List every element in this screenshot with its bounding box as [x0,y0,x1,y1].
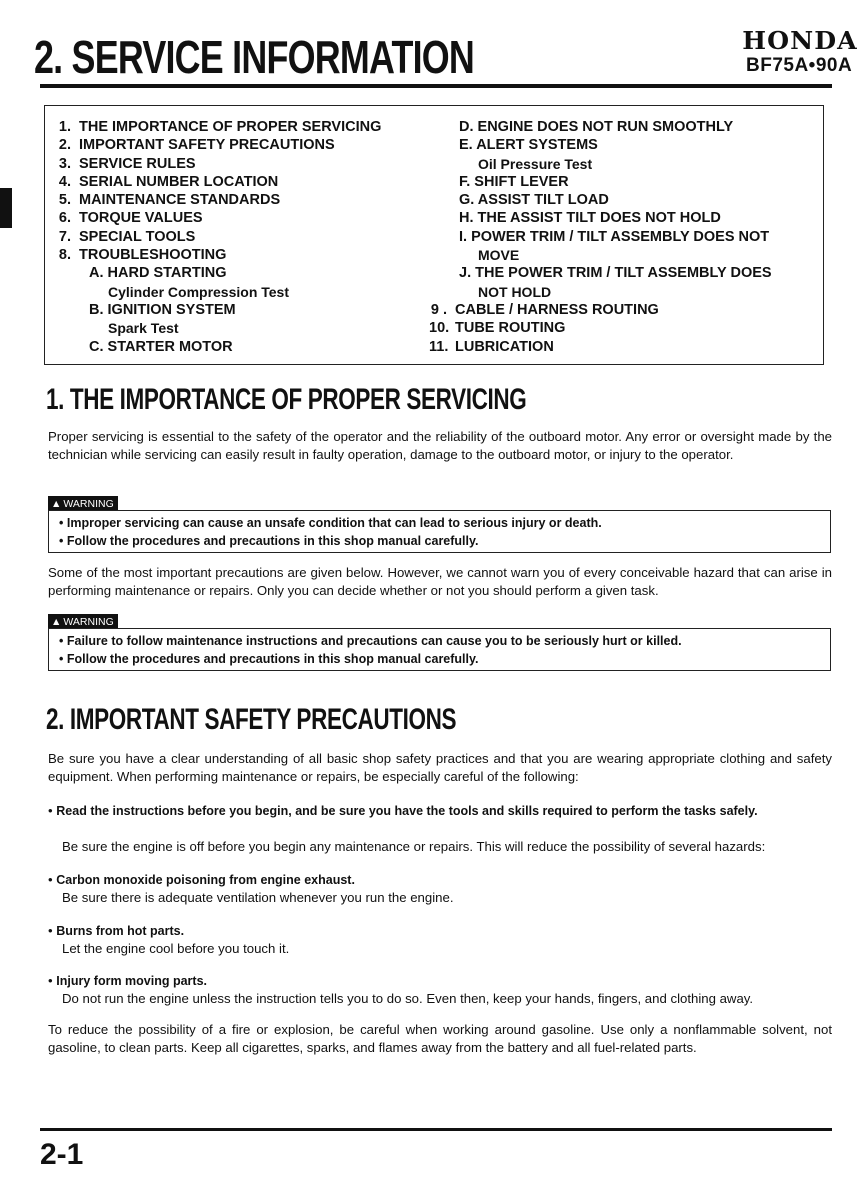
bullet-title: Carbon monoxide poisoning from engine exhaust. [56,873,355,887]
toc-item-label: TORQUE VALUES [79,210,203,227]
toc-item-number [429,155,459,173]
toc-item [429,191,772,209]
toc-item [429,264,772,282]
toc-item [53,338,381,356]
brand-logo: HONDA [742,26,858,55]
toc-item [53,246,381,264]
toc-item-label: Spark Test [108,320,179,337]
bullet-title: Injury form moving parts. [56,974,207,988]
toc-item-label: NOT HOLD [478,283,552,300]
table-of-contents [44,105,824,365]
toc-item-label: I. POWER TRIM / TILT ASSEMBLY DOES NOT [459,228,770,245]
toc-item-label: MAINTENANCE STANDARDS [79,192,281,209]
paragraph: To reduce the possibility of a fire or explosion, be careful when working around gasoline. Use only a nonflammable solvent, not gasoline, to clean parts. Keep all cigarettes, sparks, and flames away from the battery and all fuel-related parts. [48,1022,832,1055]
toc-item [429,155,772,173]
warning-text: WARNING [63,498,114,510]
toc-item-number: 8. [58,247,71,264]
toc-item-number [53,301,89,319]
paragraph: Proper servicing is essential to the safety of the operator and the reliability of the outboard motor. Any error or oversight made by the technician while servicing can easily result in faulty operation, damage to the outboard motor, or injury to the operator. [48,429,832,462]
warning-item: • Follow the procedures and precautions in this shop manual carefully. [59,652,479,666]
toc-item [53,264,381,282]
toc-item [429,301,772,319]
toc-item-number [429,228,459,246]
toc-item-label: F. SHIFT LEVER [459,173,569,190]
toc-item [429,118,772,136]
toc-item-label: H. THE ASSIST TILT DOES NOT HOLD [459,210,721,227]
toc-item-number [429,283,459,301]
toc-item-label: SERIAL NUMBER LOCATION [79,173,279,190]
bullet-text: Let the engine cool before you touch it. [62,941,290,956]
model-label: BF75A•90A [746,55,853,76]
bullet-title: Burns from hot parts. [56,924,185,938]
warning-item-text: Improper servicing can cause an unsafe condition that can lead to serious injury or death. [66,516,602,530]
toc-item-label: E. ALERT SYSTEMS [459,137,598,154]
section-heading: 2. IMPORTANT SAFETY PRECAUTIONS [46,703,457,736]
warning-box [48,628,831,671]
warning-box [48,510,831,553]
toc-item [53,319,381,337]
toc-item-number [429,191,459,209]
warning-item: • Improper servicing can cause an unsafe condition that can lead to serious injury or death. [59,516,602,530]
toc-item-number: 5. [58,192,71,209]
paragraph: Some of the most important precautions are given below. However, we cannot warn you of every conceivable hazard that can arise in performing maintenance or repairs. Only you can decide whether or not you should perform a given task. [48,565,832,598]
toc-item [53,118,381,136]
header-rule [40,84,832,88]
warning-item-text: Follow the procedures and precautions in this shop manual carefully. [66,534,479,548]
toc-item-number [429,209,459,227]
toc-item-number [429,173,459,191]
toc-item-number: 7. [58,228,71,245]
toc-item-number [53,319,89,337]
toc-item [429,136,772,154]
toc-item [429,209,772,227]
toc-item-label: THE IMPORTANCE OF PROPER SERVICING [79,119,382,135]
toc-right-column [429,118,772,356]
toc-item-label: IMPORTANT SAFETY PRECAUTIONS [79,137,335,154]
bullet-item: • Burns from hot parts. Let the engine cool before you touch it. [48,922,832,957]
toc-item-label: CABLE / HARNESS ROUTING [455,301,659,318]
toc-item-label: TUBE ROUTING [455,320,566,337]
toc-item-label: Cylinder Compression Test [108,283,290,300]
toc-item [53,191,381,209]
toc-item-number [429,264,459,282]
warning-item: • Failure to follow maintenance instructions and precautions can cause you to be seriously hurt or killed. [59,634,682,648]
warning-triangle-icon: ▲ [51,616,62,628]
toc-item-label: SERVICE RULES [79,155,196,172]
warning-label [48,496,118,511]
toc-item-number [53,283,89,301]
toc-item-number [429,118,459,136]
toc-item-label: TROUBLESHOOTING [79,247,227,264]
warning-text: WARNING [63,616,114,628]
section-tab-marker [0,188,12,228]
page-number: 2-1 [40,1138,84,1171]
toc-item-number: 2. [58,137,71,154]
toc-item [53,228,381,246]
toc-item [53,301,381,319]
toc-item-number [429,246,459,264]
bullet-item: • Read the instructions before you begin, and be sure you have the tools and skills required to perform the tasks safely. Be sure the engine is off before you begin any maintenance or repairs. This will reduce the possibility of several hazards: [48,802,832,855]
paragraph: Be sure you have a clear understanding of all basic shop safety practices and that you are wearing appropriate clothing and safety equipment. When performing maintenance or repairs, be especially careful of the following: [48,751,832,784]
toc-item [429,173,772,191]
toc-item-label: C. STARTER MOTOR [89,338,233,355]
toc-item-label: G. ASSIST TILT LOAD [459,192,609,209]
toc-item [429,246,772,264]
toc-item-label: D. ENGINE DOES NOT RUN SMOOTHLY [459,119,734,135]
toc-item-number: 1. [58,119,71,135]
bullet-text: Be sure the engine is off before you begin any maintenance or repairs. This will reduce the possibility of several hazards: [62,839,766,854]
toc-item-number: 11. [429,338,449,355]
warning-item: • Follow the procedures and precautions in this shop manual carefully. [59,534,479,548]
toc-item-label: LUBRICATION [455,338,554,355]
footer-rule [40,1128,832,1131]
toc-item-label: Oil Pressure Test [478,155,593,172]
toc-item [429,319,772,337]
page-title: 2. SERVICE INFORMATION [34,31,475,83]
toc-item-label: A. HARD STARTING [89,265,227,282]
toc-left-column [53,118,381,356]
warning-item-text: Follow the procedures and precautions in this shop manual carefully. [66,652,479,666]
bullet-item: • Injury form moving parts. Do not run the engine unless the instruction tells you to do so. Even then, keep your hands, fingers, and clothing away. [48,972,832,1007]
toc-item-number: 9 . [430,301,447,318]
toc-item [53,283,381,301]
toc-item-number: 4. [58,173,71,190]
toc-item [429,283,772,301]
bullet-item: • Carbon monoxide poisoning from engine exhaust. Be sure there is adequate ventilation whenever you run the engine. [48,871,832,906]
toc-item [53,173,381,191]
warning-triangle-icon: ▲ [51,498,62,510]
toc-item [53,136,381,154]
toc-item [53,155,381,173]
warning-item-text: Failure to follow maintenance instructions and precautions can cause you to be seriously hurt or killed. [66,634,682,648]
section-heading: 1. THE IMPORTANCE OF PROPER SERVICING [46,383,527,416]
toc-item-number [53,338,89,356]
toc-item-label: J. THE POWER TRIM / TILT ASSEMBLY DOES [459,265,772,282]
toc-item-number [429,136,459,154]
bullet-text: Do not run the engine unless the instruction tells you to do so. Even then, keep your hands, fingers, and clothing away. [62,991,754,1006]
toc-item-number: 6. [58,210,71,227]
toc-item-label: SPECIAL TOOLS [79,228,196,245]
bullet-text: Be sure there is adequate ventilation whenever you run the engine. [62,890,454,905]
toc-item-label: MOVE [478,247,520,264]
bullet-title: Read the instructions before you begin, and be sure you have the tools and skills required to perform the tasks safely. [56,804,758,818]
toc-item [429,228,772,246]
toc-item-number: 10. [429,320,450,337]
toc-item [429,338,772,356]
toc-item-number [53,264,89,282]
toc-item-label: B. IGNITION SYSTEM [89,301,236,318]
toc-item-number: 3. [58,155,71,172]
warning-label [48,614,118,629]
toc-item [53,209,381,227]
